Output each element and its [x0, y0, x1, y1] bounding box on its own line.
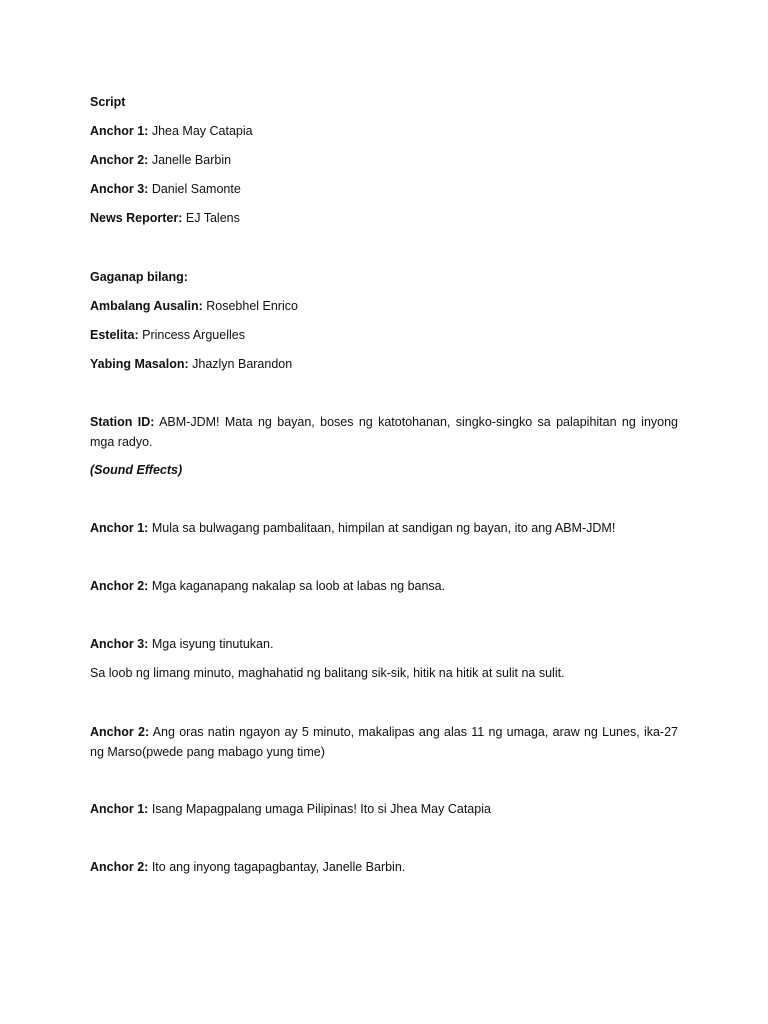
speaker-label: Anchor 3:	[90, 637, 149, 651]
cast-name: Janelle Barbin	[151, 153, 232, 167]
line-text: Ito ang inyong tagapagbantay, Janelle Barbin.	[151, 860, 406, 874]
station-id-paragraph	[90, 412, 678, 452]
script-line	[90, 576, 678, 596]
cast-name: Daniel Samonte	[151, 182, 241, 196]
speaker-label: Anchor 2:	[90, 579, 149, 593]
line-text: Mula sa bulwagang pambalitaan, himpilan at sandigan ng bayan, ito ang ABM-JDM!	[151, 521, 616, 535]
cast-anchor-3	[90, 179, 678, 199]
performer-role: Estelita:	[90, 328, 139, 342]
line-text: Ang oras natin ngayon ay 5 minuto, makalipas ang alas 11 ng umaga, araw ng Lunes, ika-27 ng Marso(pwede pang mabago yung time)	[90, 725, 678, 759]
cast-anchor-1	[90, 121, 678, 141]
station-id-text: ABM-JDM! Mata ng bayan, boses ng katotohanan, singko-singko sa palapihitan ng inyong mga radyo.	[90, 415, 678, 449]
cast-role: News Reporter:	[90, 211, 183, 225]
performer-row	[90, 296, 678, 316]
performer-role: Yabing Masalon:	[90, 357, 189, 371]
script-line	[90, 663, 678, 683]
script-line	[90, 857, 678, 877]
line-text: Mga isyung tinutukan.	[151, 637, 274, 651]
cast-role: Anchor 1:	[90, 124, 149, 138]
cast-name: EJ Talens	[185, 211, 240, 225]
station-id-label: Station ID:	[90, 415, 155, 429]
performer-row	[90, 354, 678, 374]
line-text: Mga kaganapang nakalap sa loob at labas ng bansa.	[151, 579, 446, 593]
script-line	[90, 518, 678, 538]
script-heading: Script	[90, 95, 126, 109]
speaker-label: Anchor 1:	[90, 802, 149, 816]
performer-role: Ambalang Ausalin:	[90, 299, 203, 313]
line-text: Sa loob ng limang minuto, maghahatid ng balitang sik-sik, hitik na hitik at sulit na sulit.	[90, 666, 565, 680]
cast-news-reporter	[90, 208, 678, 228]
performers-heading: Gaganap bilang:	[90, 270, 188, 284]
performer-name: Rosebhel Enrico	[206, 299, 298, 313]
line-text: Isang Mapagpalang umaga Pilipinas! Ito si Jhea May Catapia	[151, 802, 491, 816]
performer-row	[90, 325, 678, 345]
speaker-label: Anchor 1:	[90, 521, 149, 535]
script-line	[90, 634, 678, 654]
speaker-label: Anchor 2:	[90, 860, 149, 874]
cast-name: Jhea May Catapia	[151, 124, 253, 138]
cast-anchor-2	[90, 150, 678, 170]
performer-name: Princess Arguelles	[142, 328, 245, 342]
cast-role: Anchor 2:	[90, 153, 149, 167]
script-line	[90, 722, 678, 762]
speaker-label: Anchor 2:	[90, 725, 150, 739]
performer-name: Jhazlyn Barandon	[192, 357, 293, 371]
script-line	[90, 799, 678, 819]
cast-role: Anchor 3:	[90, 182, 149, 196]
sound-effects-cue: (Sound Effects)	[90, 463, 183, 477]
